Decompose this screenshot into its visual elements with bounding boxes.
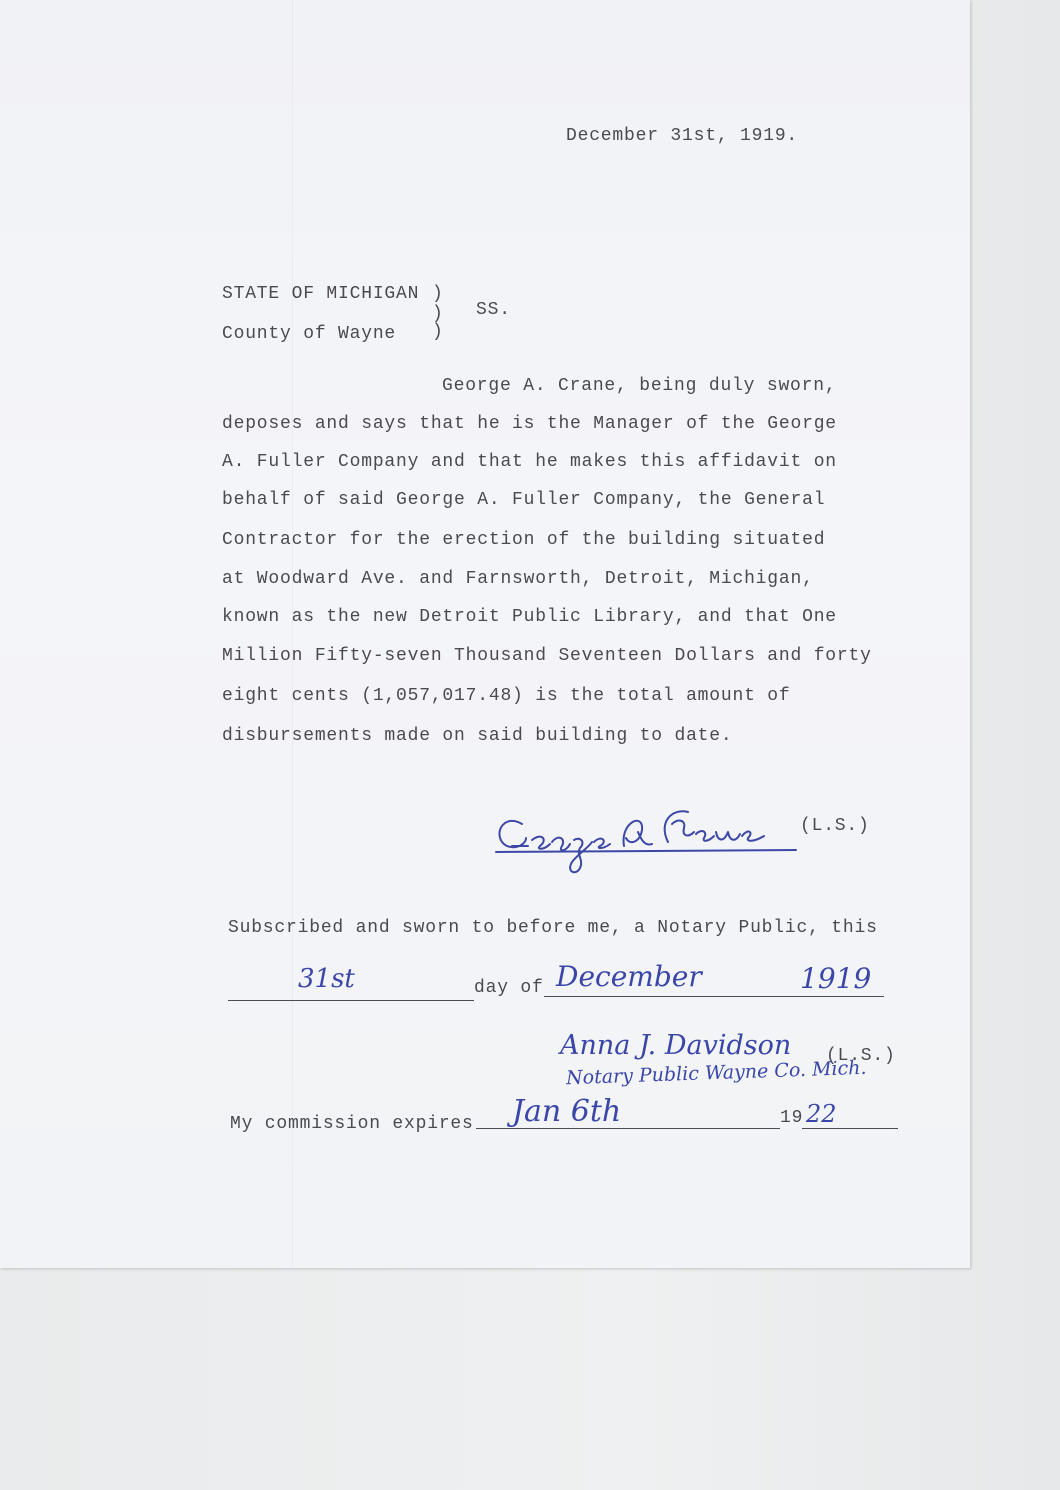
affidavit-line: disbursements made on said building to date. (222, 726, 733, 746)
jurat-statement: Subscribed and sworn to before me, a Notary Public, this (228, 918, 878, 938)
notary-title: Notary Public Wayne Co. Mich. (565, 1056, 867, 1090)
affidavit-line: George A. Crane, being duly sworn, (442, 376, 837, 396)
jurat-day-label: day of (474, 978, 544, 998)
venue-ss: SS. (476, 300, 511, 320)
affidavit-line: deposes and says that he is the Manager of the George (222, 414, 837, 434)
affidavit-line: at Woodward Ave. and Farnsworth, Detroit, Michigan, (222, 569, 814, 589)
affidavit-line: behalf of said George A. Fuller Company, the General (222, 490, 826, 510)
affidavit-line: known as the new Detroit Public Library, and that One (222, 607, 837, 627)
commission-date-value: Jan 6th (512, 1094, 622, 1129)
month-blank-line (544, 996, 884, 997)
affidavit-line: Contractor for the erection of the building situated (222, 530, 826, 550)
affidavit-line: Million Fifty-seven Thousand Seventeen Dollars and forty (222, 646, 872, 666)
commission-label: My commission expires (230, 1114, 474, 1134)
venue-paren-1: ) (432, 284, 444, 304)
venue-county: County of Wayne (222, 324, 397, 344)
affidavit-line: A. Fuller Company and that he makes this affidavit on (222, 452, 837, 472)
commission-year-suffix: 22 (806, 1100, 837, 1128)
paper-fold (292, 0, 293, 1268)
venue-paren-2: ) (432, 304, 444, 324)
letter-date: December 31st, 1919. (566, 126, 799, 146)
venue-paren-3: ) (432, 322, 444, 342)
affiant-seal: (L.S.) (800, 816, 870, 836)
jurat-day-value: 31st (298, 964, 355, 994)
notary-name: Anna J. Davidson (560, 1030, 792, 1061)
notary-seal: (L.S.) (826, 1046, 896, 1066)
commission-year-line (802, 1128, 898, 1129)
affiant-signature (492, 802, 802, 882)
commission-year-prefix: 19 (780, 1108, 804, 1128)
jurat-month-value: December (556, 960, 702, 993)
jurat-year-value: 1919 (800, 962, 872, 995)
day-blank-line (228, 1000, 474, 1001)
venue-state: STATE OF MICHIGAN (222, 284, 420, 304)
affidavit-line: eight cents (1,057,017.48) is the total amount of (222, 686, 791, 706)
